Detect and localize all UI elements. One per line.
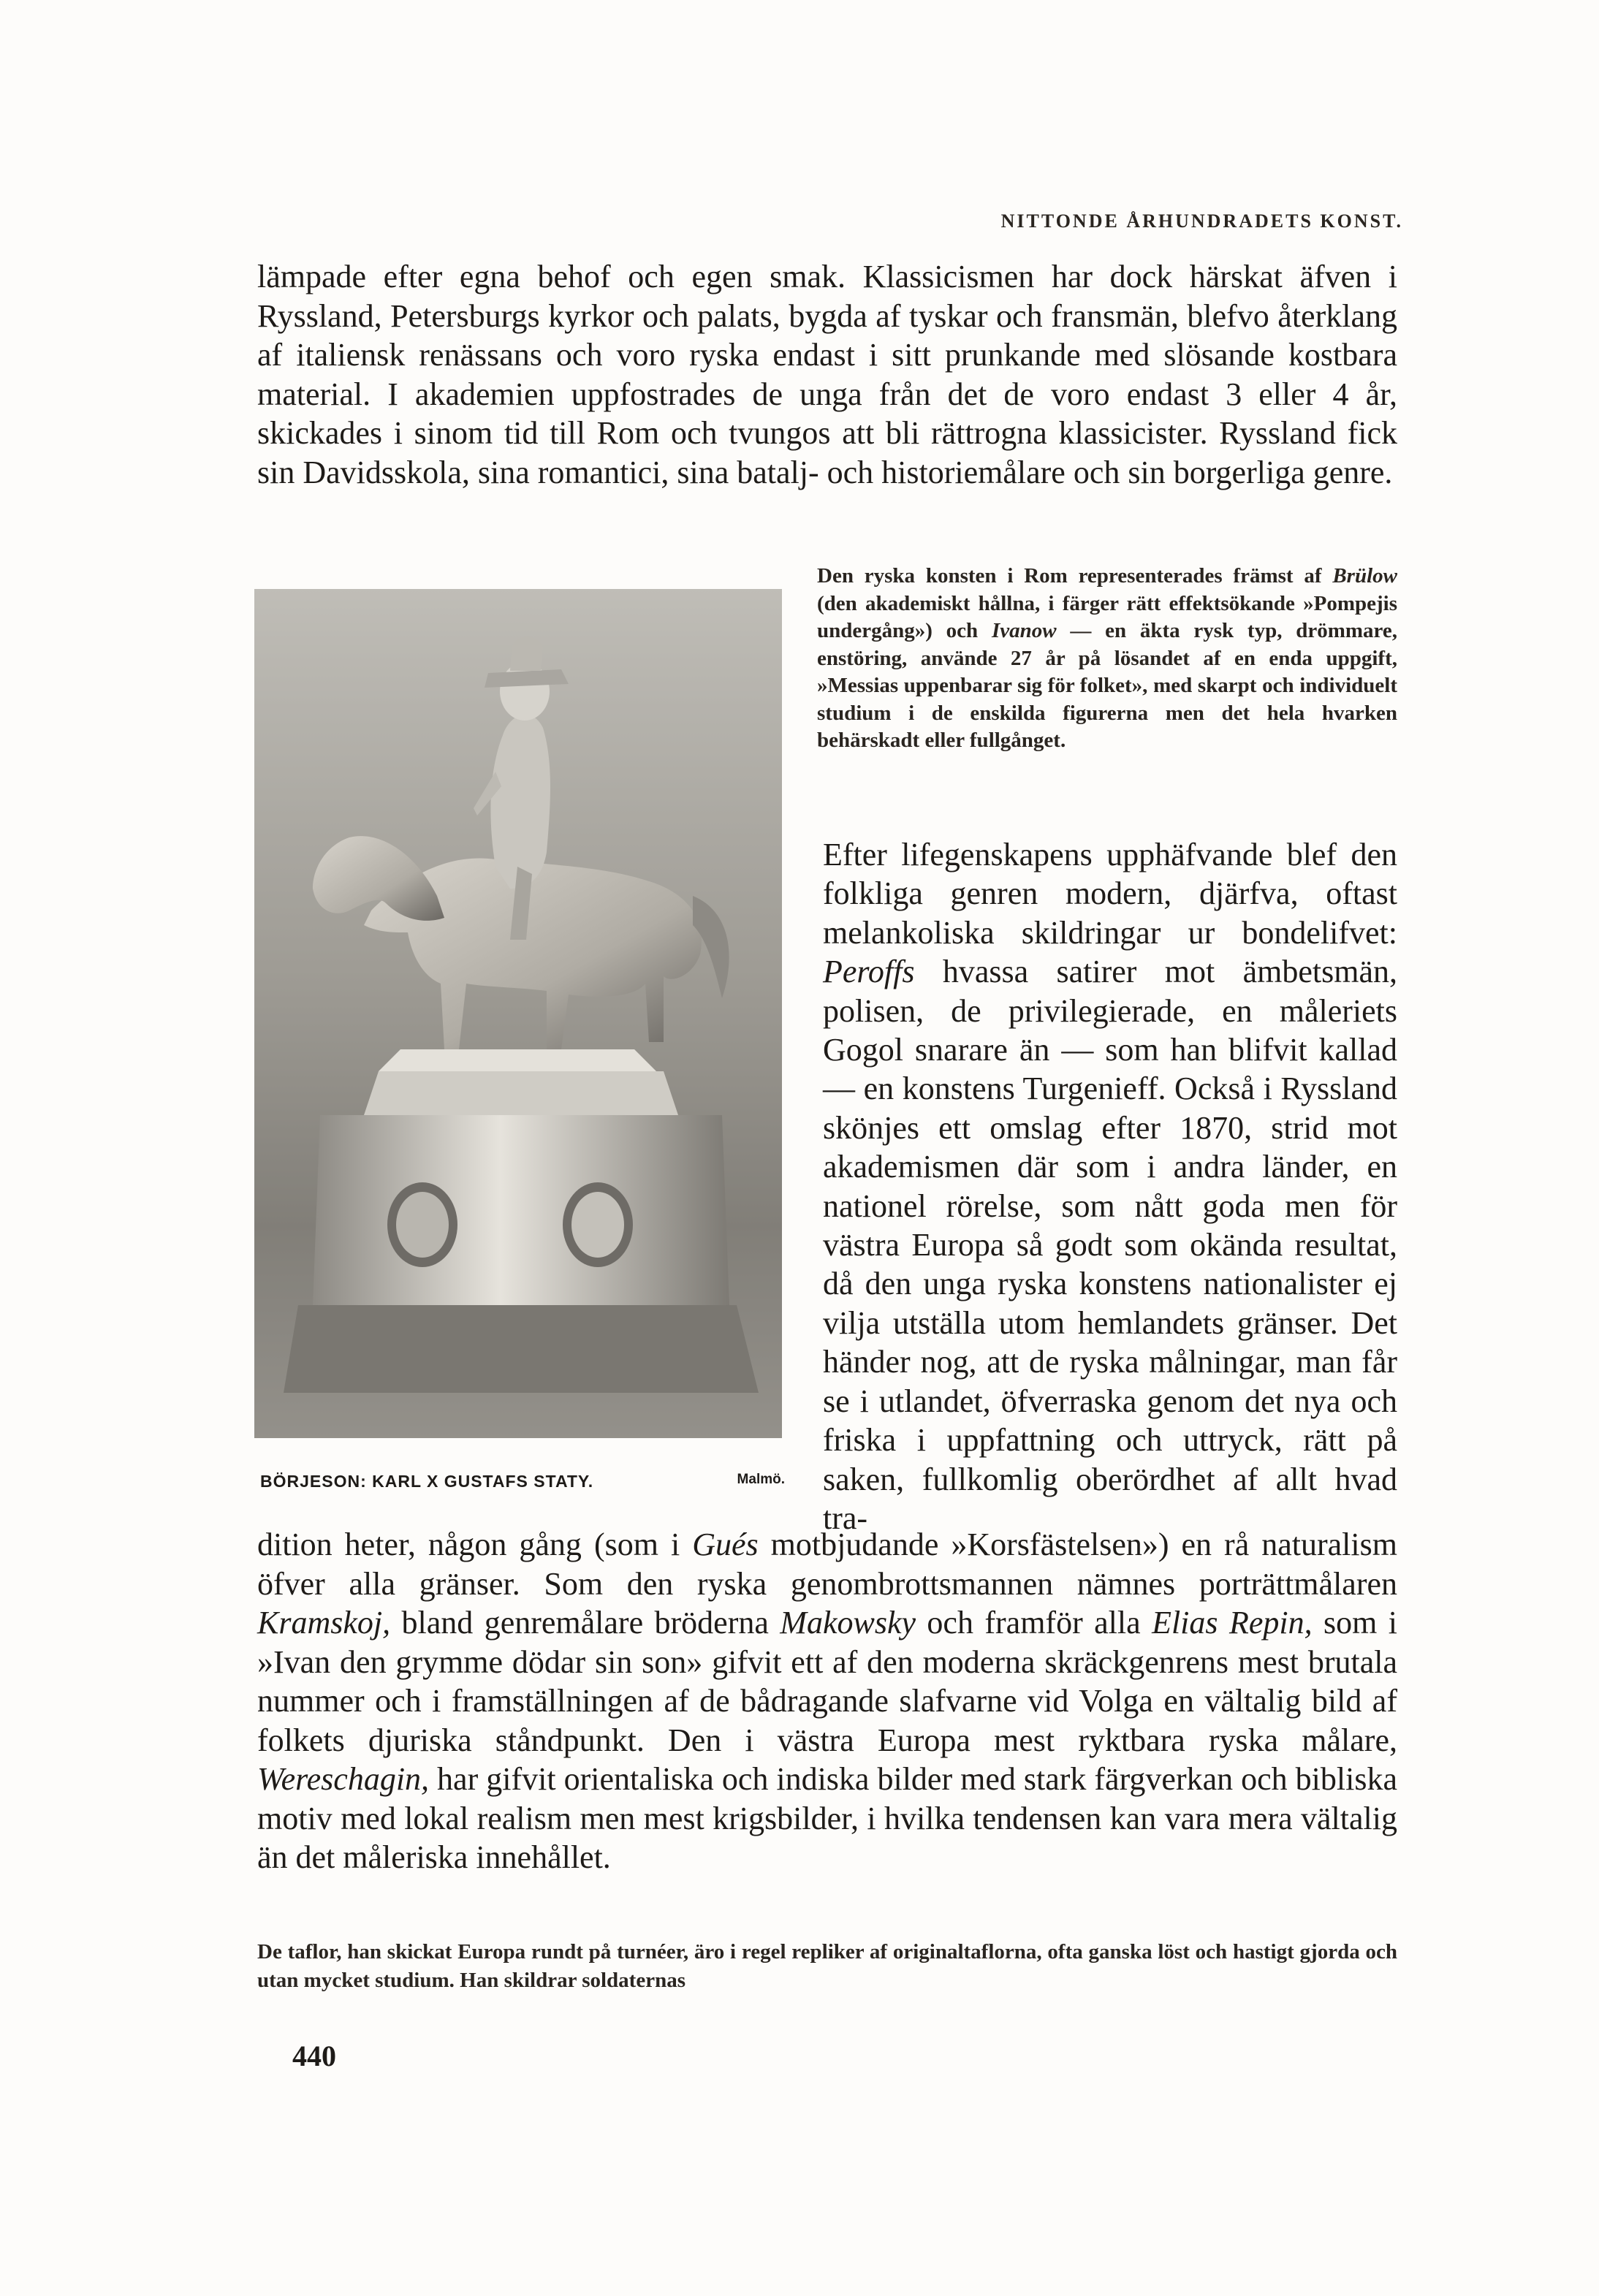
artist-name-wereschagin: Wereschagin, [257, 1761, 430, 1797]
cont-text-4: och framför alla [916, 1605, 1152, 1641]
small-text-3: — en äkta rysk typ, drömmare, enstöring, använde 27 år på lösandet af en enda uppgift, »Messias uppenbarar sig för folket», med skarpt och individuelt studium i de enskilda figurerna men det hela hvarken behärskadt eller fullgånget. [817, 619, 1398, 752]
cont-text-5: som i »Ivan den grymme dödar sin son» gifvit ett af den moderna skräckgenrens mest brutala nummer och i framställningen af de bådragande slafvarne vid Volga en vältalig bild af folkets djuriska ståndpunkt. Den i västra Europa mest ryktbara ryska målare, [257, 1605, 1397, 1758]
small-print-paragraph [817, 563, 1397, 755]
continuation-text [257, 1525, 1397, 1877]
cont-text-2: motbjudande »Korsfästelsen») en rå naturalism öfver alla gränser. Som den ryska genombrottsmannen nämnes porträttmålaren [257, 1527, 1397, 1602]
running-header: NITTONDE ÅRHUNDRADETS KONST. [1000, 210, 1403, 232]
artist-name-makowsky: Makowsky [780, 1605, 916, 1641]
small-text-1: Den ryska konsten i Rom representerades främst af [817, 564, 1333, 588]
small-print-footer-paragraph: De taflor, han skickat Europa rundt på turnéer, äro i regel repliker af originaltaflorna, ofta ganska löst och hastigt gjorda och utan mycket studium. Han skildrar soldaternas [257, 1940, 1397, 1992]
col-text-2: hvassa satirer mot ämbetsmän, polisen, de privilegierade, en måleriets Gogol snarare än — som han blifvit kallad — en konstens Turgenieff. Också i Ryssland skönjes ett omslag efter 1870, strid mot akademismen där som i andra länder, en nationel rörelse, som nått goda men för västra Europa så godt som okända resultat, då den unga ryska konstens nationalister ej vilja utställa utom hemlandets gränser. Det händer nog, att de ryska målningar, man får se i utlandet, öfverraska genom det nya och friska i uppfattning och uttryck, rätt på saken, fullkomlig oberördhet af allt hvad tra- [823, 954, 1397, 1536]
continuation-paragraph [257, 1525, 1397, 1877]
artist-name-ivanow: Ivanow [991, 619, 1057, 642]
cont-text-3: bland genremålare bröderna [390, 1605, 780, 1641]
cont-text-1: dition heter, någon gång (som i [257, 1527, 693, 1562]
page-number: 440 [292, 2040, 336, 2072]
equestrian-statue-illustration [254, 589, 782, 1438]
artist-name-repin: Elias Repin, [1152, 1605, 1313, 1641]
artist-name-brulow: Brülow [1332, 564, 1397, 588]
small-text-2: (den akademiskt hållna, i färger rätt effektsökande »Pompejis undergång») och [817, 591, 1397, 642]
intro-text: lämpade efter egna behof och egen smak. Klassicismen har dock härskat äfven i Ryssland, Petersburgs kyrkor och palats, bygda af tyskar och fransmän, blefvo återklang af italiensk renässans och voro ryska endast i sitt prunkande med slösande kostbara material. I akademien uppfostrades de unga från det de voro endast 3 eller 4 år, skickades i sinom tid till Rom och tvungos att bli rättrogna klassicister. Ryssland fick sin Davidsskola, sina romantici, sina batalj- och historiemålare och sin borgerliga genre. [257, 259, 1397, 490]
statue-photograph [254, 589, 782, 1438]
cont-text-6: har gifvit orientaliska och indiska bilder med stark färgverkan och bibliska motiv med lokal realism men mest krigsbilder, i hvilka tendensen kan vara mera vältalig än det måleriska innehållet. [257, 1761, 1397, 1875]
artist-name-kramskoj: Kramskoj, [257, 1605, 391, 1641]
figure-caption [260, 1472, 785, 1491]
caption-title: BÖRJESON: KARL X GUSTAFS STATY. [260, 1472, 594, 1491]
right-column-paragraph [823, 835, 1397, 1537]
artist-name-gue: Gués [692, 1527, 759, 1562]
intro-paragraph [257, 257, 1397, 492]
caption-place: Malmö. [737, 1472, 785, 1487]
col-text-1: Efter lifegenskapens upphäfvande blef den folkliga genren modern, djärfva, oftast melankoliska skildringar ur bondelifvet: [823, 837, 1397, 951]
artist-name-peroff: Peroffs [823, 954, 915, 990]
